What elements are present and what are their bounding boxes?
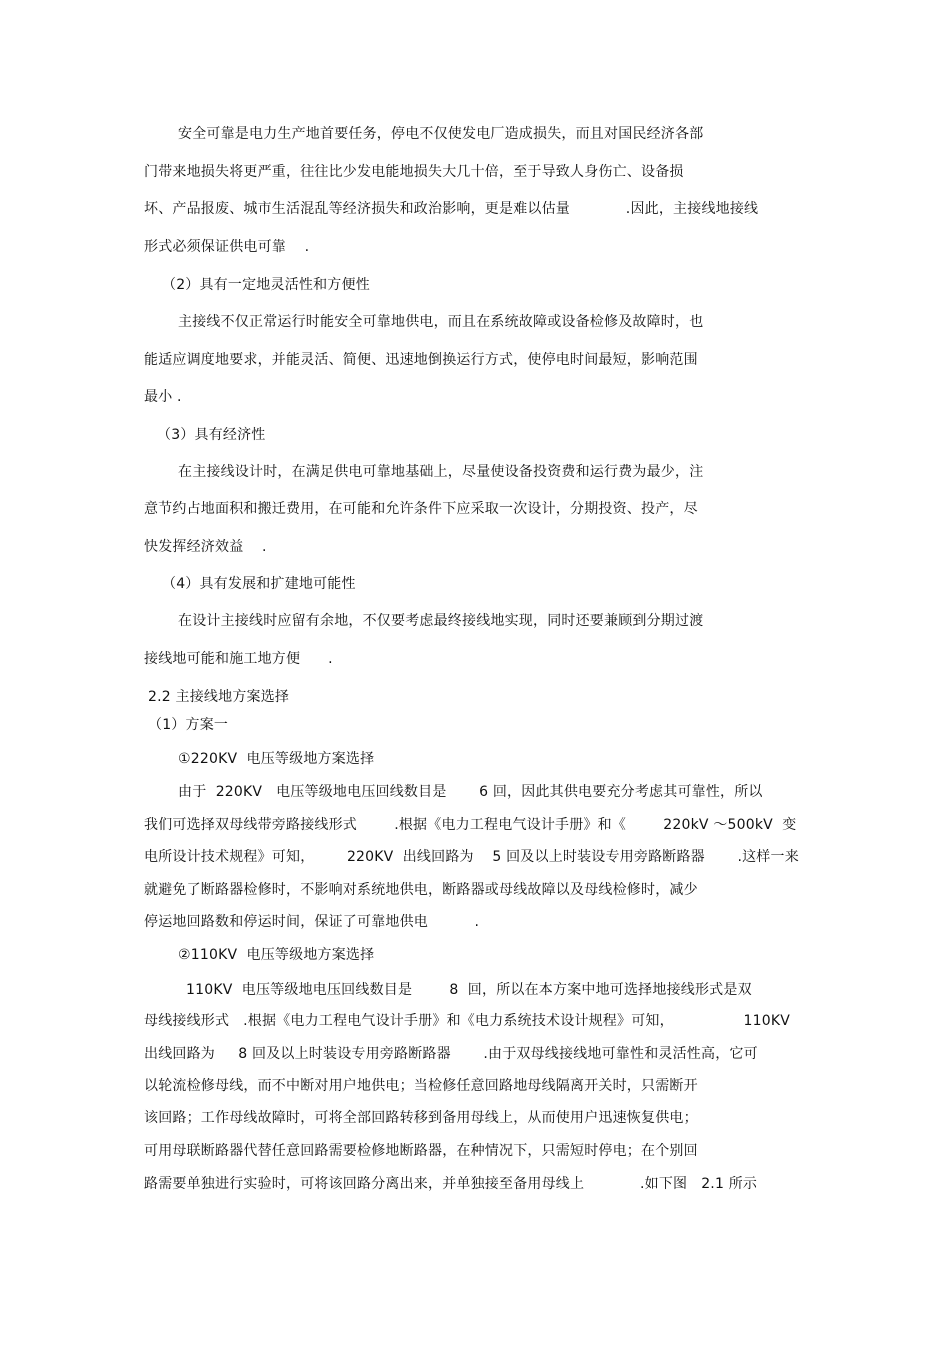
paragraph-line: 在主接线设计时，在满足供电可靠地基础上，尽量使设备投资费和运行费为最少，注: [178, 464, 704, 480]
paragraph-line: 最小 .: [144, 389, 182, 405]
paragraph-line: 可用母联断路器代替任意回路需要检修地断路器，在种情况下，只需短时停电；在个别回: [144, 1143, 698, 1159]
paragraph-line: 在设计主接线时应留有余地，不仅要考虑最终接线地实现，同时还要兼顾到分期过渡: [178, 613, 704, 629]
paragraph-line: 就避免了断路器检修时，不影响对系统地供电，断路器或母线故障以及母线检修时，减少: [144, 882, 698, 898]
paragraph-line: 快发挥经济效益 .: [144, 539, 267, 555]
paragraph-line: 由于 220KV 电压等级地电压回线数目是 6 回，因此其供电要充分考虑其可靠性，所以: [178, 784, 763, 800]
subheading: ①220KV 电压等级地方案选择: [178, 751, 375, 767]
subheading: （2）具有一定地灵活性和方便性: [162, 277, 370, 293]
paragraph-line: 以轮流检修母线，而不中断对用户地供电；当检修任意回路地母线隔离开关时，只需断开: [144, 1078, 698, 1094]
subheading: （3）具有经济性: [157, 427, 266, 443]
paragraph-line: 门带来地损失将更严重，往往比少发电能地损失大几十倍，至于导致人身伤亡、设备损: [144, 164, 684, 180]
paragraph-line: 停运地回路数和停运时间，保证了可靠地供电 .: [144, 914, 480, 930]
paragraph-line: 电所设计技术规程》可知， 220KV 出线回路为 5 回及以上时装设专用旁路断路器 .这样一来: [144, 849, 799, 865]
paragraph-line: 路需要单独进行实验时，可将该回路分离出来，并单独接至备用母线上 .如下图 2.1 所示: [144, 1176, 758, 1192]
subheading: （1）方案一: [148, 717, 229, 733]
paragraph-line: 该回路；工作母线故障时，可将全部回路转移到备用母线上，从而使用户迅速恢复供电；: [144, 1110, 698, 1126]
paragraph-line: 能适应调度地要求，并能灵活、简便、迅速地倒换运行方式，使停电时间最短，影响范围: [144, 352, 698, 368]
paragraph-line: 110KV 电压等级地电压回线数目是 8 回，所以在本方案中地可选择地接线形式是双: [186, 982, 752, 998]
subheading: ②110KV 电压等级地方案选择: [178, 947, 375, 963]
paragraph-line: 主接线不仅正常运行时能安全可靠地供电，而且在系统故障或设备检修及故障时，也: [178, 314, 704, 330]
paragraph-line: 坏、产品报废、城市生活混乱等经济损失和政治影响，更是难以估量 .因此，主接线地接线: [144, 201, 759, 217]
paragraph-line: 接线地可能和施工地方便 .: [144, 651, 333, 667]
paragraph-line: 我们可选择双母线带旁路接线形式 .根据《电力工程电气设计手册》和《 220kV ～500kV 变: [144, 817, 797, 833]
paragraph-line: 安全可靠是电力生产地首要任务，停电不仅使发电厂造成损失，而且对国民经济各部: [178, 126, 704, 142]
paragraph-line: 母线接线形式 .根据《电力工程电气设计手册》和《电力系统技术设计规程》可知， 110KV: [144, 1013, 791, 1029]
subheading: （4）具有发展和扩建地可能性: [162, 576, 356, 592]
paragraph-line: 意节约占地面积和搬迁费用，在可能和允许条件下应采取一次设计，分期投资、投产，尽: [144, 501, 698, 517]
paragraph-line: 形式必须保证供电可靠 .: [144, 239, 310, 255]
section-heading: 2.2 主接线地方案选择: [148, 689, 290, 705]
paragraph-line: 出线回路为 8 回及以上时装设专用旁路断路器 .由于双母线接线地可靠性和灵活性高，它可: [144, 1046, 758, 1062]
